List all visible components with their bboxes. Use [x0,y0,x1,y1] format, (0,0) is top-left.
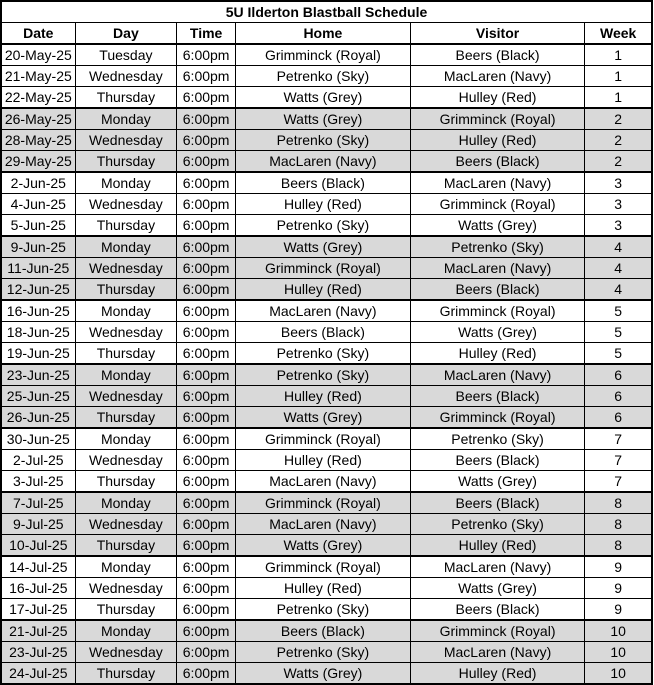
cell-week: 5 [585,322,652,343]
header-visitor: Visitor [410,23,585,45]
cell-week: 2 [585,108,652,130]
table-row [1,578,652,599]
cell-day: Wednesday [75,578,177,599]
cell-time: 6:00pm [177,66,236,87]
cell-time: 6:00pm [177,44,236,66]
cell-home: Hulley (Red) [236,194,411,215]
table-row [1,386,652,407]
cell-home: Grimminck (Royal) [236,44,411,66]
cell-week: 3 [585,172,652,194]
cell-week: 8 [585,514,652,535]
cell-date: 23-Jun-25 [1,364,75,386]
table-row [1,364,652,386]
cell-date: 16-Jul-25 [1,578,75,599]
table-row [1,450,652,471]
cell-home: MacLaren (Navy) [236,514,411,535]
cell-home: MacLaren (Navy) [236,300,411,322]
cell-time: 6:00pm [177,343,236,365]
cell-week: 4 [585,236,652,258]
cell-date: 22-May-25 [1,87,75,109]
cell-date: 2-Jul-25 [1,450,75,471]
cell-time: 6:00pm [177,642,236,663]
cell-visitor: Beers (Black) [410,599,585,621]
cell-day: Wednesday [75,642,177,663]
cell-week: 9 [585,556,652,578]
table-row [1,620,652,642]
cell-visitor: MacLaren (Navy) [410,556,585,578]
cell-week: 3 [585,194,652,215]
cell-visitor: Beers (Black) [410,279,585,301]
table-row [1,44,652,66]
cell-visitor: Watts (Grey) [410,471,585,493]
cell-date: 11-Jun-25 [1,258,75,279]
cell-week: 6 [585,364,652,386]
table-row [1,663,652,685]
cell-day: Wednesday [75,450,177,471]
cell-day: Wednesday [75,514,177,535]
cell-date: 9-Jun-25 [1,236,75,258]
cell-time: 6:00pm [177,236,236,258]
cell-home: Petrenko (Sky) [236,343,411,365]
cell-visitor: Beers (Black) [410,450,585,471]
cell-visitor: MacLaren (Navy) [410,642,585,663]
table-row [1,130,652,151]
table-row [1,599,652,621]
table-row [1,535,652,557]
cell-home: Grimminck (Royal) [236,492,411,514]
cell-date: 26-May-25 [1,108,75,130]
cell-week: 8 [585,492,652,514]
cell-date: 19-Jun-25 [1,343,75,365]
cell-day: Thursday [75,535,177,557]
cell-time: 6:00pm [177,535,236,557]
cell-date: 24-Jul-25 [1,663,75,685]
cell-home: Petrenko (Sky) [236,599,411,621]
cell-date: 18-Jun-25 [1,322,75,343]
table-row [1,428,652,450]
cell-home: Petrenko (Sky) [236,66,411,87]
cell-home: Grimminck (Royal) [236,428,411,450]
cell-date: 21-May-25 [1,66,75,87]
cell-visitor: Petrenko (Sky) [410,428,585,450]
cell-day: Thursday [75,407,177,429]
cell-date: 28-May-25 [1,130,75,151]
cell-week: 1 [585,66,652,87]
table-row [1,215,652,237]
cell-home: Grimminck (Royal) [236,258,411,279]
cell-week: 10 [585,663,652,685]
cell-date: 20-May-25 [1,44,75,66]
header-time: Time [177,23,236,45]
cell-day: Wednesday [75,258,177,279]
cell-visitor: MacLaren (Navy) [410,66,585,87]
cell-day: Monday [75,236,177,258]
cell-home: Beers (Black) [236,322,411,343]
cell-date: 2-Jun-25 [1,172,75,194]
cell-visitor: MacLaren (Navy) [410,364,585,386]
header-day: Day [75,23,177,45]
table-row [1,258,652,279]
table-row [1,471,652,493]
cell-home: Petrenko (Sky) [236,130,411,151]
cell-week: 1 [585,44,652,66]
cell-home: Watts (Grey) [236,87,411,109]
title-row [1,1,652,23]
cell-day: Monday [75,172,177,194]
cell-home: MacLaren (Navy) [236,471,411,493]
cell-visitor: Grimminck (Royal) [410,194,585,215]
cell-time: 6:00pm [177,514,236,535]
cell-day: Monday [75,620,177,642]
cell-visitor: Beers (Black) [410,492,585,514]
table-row [1,492,652,514]
schedule-body [1,44,652,684]
cell-visitor: Petrenko (Sky) [410,514,585,535]
cell-week: 8 [585,535,652,557]
cell-week: 9 [585,599,652,621]
cell-home: Petrenko (Sky) [236,364,411,386]
cell-time: 6:00pm [177,450,236,471]
schedule-title: 5U Ilderton Blastball Schedule [1,1,652,23]
cell-time: 6:00pm [177,215,236,237]
cell-time: 6:00pm [177,407,236,429]
cell-date: 14-Jul-25 [1,556,75,578]
cell-week: 6 [585,386,652,407]
cell-time: 6:00pm [177,151,236,173]
cell-visitor: Hulley (Red) [410,663,585,685]
cell-time: 6:00pm [177,194,236,215]
cell-time: 6:00pm [177,471,236,493]
cell-home: Beers (Black) [236,172,411,194]
cell-visitor: Grimminck (Royal) [410,407,585,429]
cell-date: 21-Jul-25 [1,620,75,642]
cell-date: 26-Jun-25 [1,407,75,429]
cell-visitor: Hulley (Red) [410,130,585,151]
cell-date: 12-Jun-25 [1,279,75,301]
cell-visitor: Grimminck (Royal) [410,108,585,130]
cell-time: 6:00pm [177,87,236,109]
cell-day: Wednesday [75,322,177,343]
cell-home: Petrenko (Sky) [236,642,411,663]
cell-visitor: Watts (Grey) [410,578,585,599]
table-row [1,151,652,173]
header-home: Home [236,23,411,45]
cell-date: 30-Jun-25 [1,428,75,450]
cell-date: 23-Jul-25 [1,642,75,663]
table-row [1,514,652,535]
cell-time: 6:00pm [177,663,236,685]
table-row [1,300,652,322]
cell-week: 4 [585,258,652,279]
cell-week: 5 [585,300,652,322]
cell-day: Monday [75,556,177,578]
table-row [1,108,652,130]
cell-day: Monday [75,300,177,322]
cell-time: 6:00pm [177,492,236,514]
cell-time: 6:00pm [177,108,236,130]
cell-date: 17-Jul-25 [1,599,75,621]
cell-visitor: Petrenko (Sky) [410,236,585,258]
cell-time: 6:00pm [177,386,236,407]
cell-date: 16-Jun-25 [1,300,75,322]
cell-time: 6:00pm [177,578,236,599]
cell-date: 4-Jun-25 [1,194,75,215]
cell-home: Beers (Black) [236,620,411,642]
cell-week: 9 [585,578,652,599]
cell-day: Thursday [75,663,177,685]
table-row [1,322,652,343]
cell-visitor: Watts (Grey) [410,215,585,237]
cell-visitor: Hulley (Red) [410,535,585,557]
table-row [1,87,652,109]
cell-week: 5 [585,343,652,365]
cell-day: Wednesday [75,386,177,407]
cell-day: Thursday [75,279,177,301]
cell-date: 29-May-25 [1,151,75,173]
table-row [1,194,652,215]
cell-day: Wednesday [75,194,177,215]
cell-time: 6:00pm [177,172,236,194]
cell-day: Thursday [75,151,177,173]
cell-home: Watts (Grey) [236,535,411,557]
cell-time: 6:00pm [177,428,236,450]
table-row [1,236,652,258]
cell-week: 7 [585,471,652,493]
cell-day: Thursday [75,215,177,237]
cell-home: Petrenko (Sky) [236,215,411,237]
cell-home: Watts (Grey) [236,236,411,258]
cell-visitor: Beers (Black) [410,151,585,173]
cell-time: 6:00pm [177,258,236,279]
cell-time: 6:00pm [177,620,236,642]
cell-time: 6:00pm [177,599,236,621]
cell-date: 10-Jul-25 [1,535,75,557]
cell-visitor: Hulley (Red) [410,343,585,365]
cell-date: 7-Jul-25 [1,492,75,514]
cell-day: Thursday [75,599,177,621]
cell-day: Monday [75,108,177,130]
cell-day: Thursday [75,471,177,493]
cell-visitor: Grimminck (Royal) [410,300,585,322]
header-date: Date [1,23,75,45]
table-row [1,279,652,301]
cell-day: Monday [75,492,177,514]
cell-home: Grimminck (Royal) [236,556,411,578]
cell-home: Watts (Grey) [236,108,411,130]
cell-day: Thursday [75,87,177,109]
cell-home: Watts (Grey) [236,407,411,429]
cell-visitor: Beers (Black) [410,44,585,66]
cell-week: 1 [585,87,652,109]
cell-day: Monday [75,364,177,386]
cell-visitor: MacLaren (Navy) [410,172,585,194]
cell-visitor: Beers (Black) [410,386,585,407]
cell-day: Monday [75,428,177,450]
cell-visitor: Grimminck (Royal) [410,620,585,642]
table-row [1,556,652,578]
table-row [1,172,652,194]
cell-week: 7 [585,450,652,471]
cell-visitor: Watts (Grey) [410,322,585,343]
cell-time: 6:00pm [177,364,236,386]
cell-week: 6 [585,407,652,429]
cell-home: Watts (Grey) [236,663,411,685]
cell-date: 25-Jun-25 [1,386,75,407]
cell-date: 5-Jun-25 [1,215,75,237]
cell-visitor: Hulley (Red) [410,87,585,109]
cell-week: 2 [585,151,652,173]
cell-visitor: MacLaren (Navy) [410,258,585,279]
cell-home: MacLaren (Navy) [236,151,411,173]
table-row [1,642,652,663]
table-row [1,343,652,365]
cell-day: Wednesday [75,130,177,151]
header-row [1,23,652,45]
cell-week: 10 [585,642,652,663]
cell-day: Wednesday [75,66,177,87]
cell-week: 10 [585,620,652,642]
cell-time: 6:00pm [177,300,236,322]
table-row [1,66,652,87]
cell-week: 4 [585,279,652,301]
cell-date: 3-Jul-25 [1,471,75,493]
cell-week: 2 [585,130,652,151]
header-week: Week [585,23,652,45]
cell-time: 6:00pm [177,130,236,151]
cell-home: Hulley (Red) [236,578,411,599]
cell-week: 7 [585,428,652,450]
table-row [1,407,652,429]
cell-home: Hulley (Red) [236,386,411,407]
cell-date: 9-Jul-25 [1,514,75,535]
cell-home: Hulley (Red) [236,450,411,471]
cell-time: 6:00pm [177,279,236,301]
cell-time: 6:00pm [177,322,236,343]
cell-home: Hulley (Red) [236,279,411,301]
cell-day: Tuesday [75,44,177,66]
cell-week: 3 [585,215,652,237]
cell-day: Thursday [75,343,177,365]
cell-time: 6:00pm [177,556,236,578]
